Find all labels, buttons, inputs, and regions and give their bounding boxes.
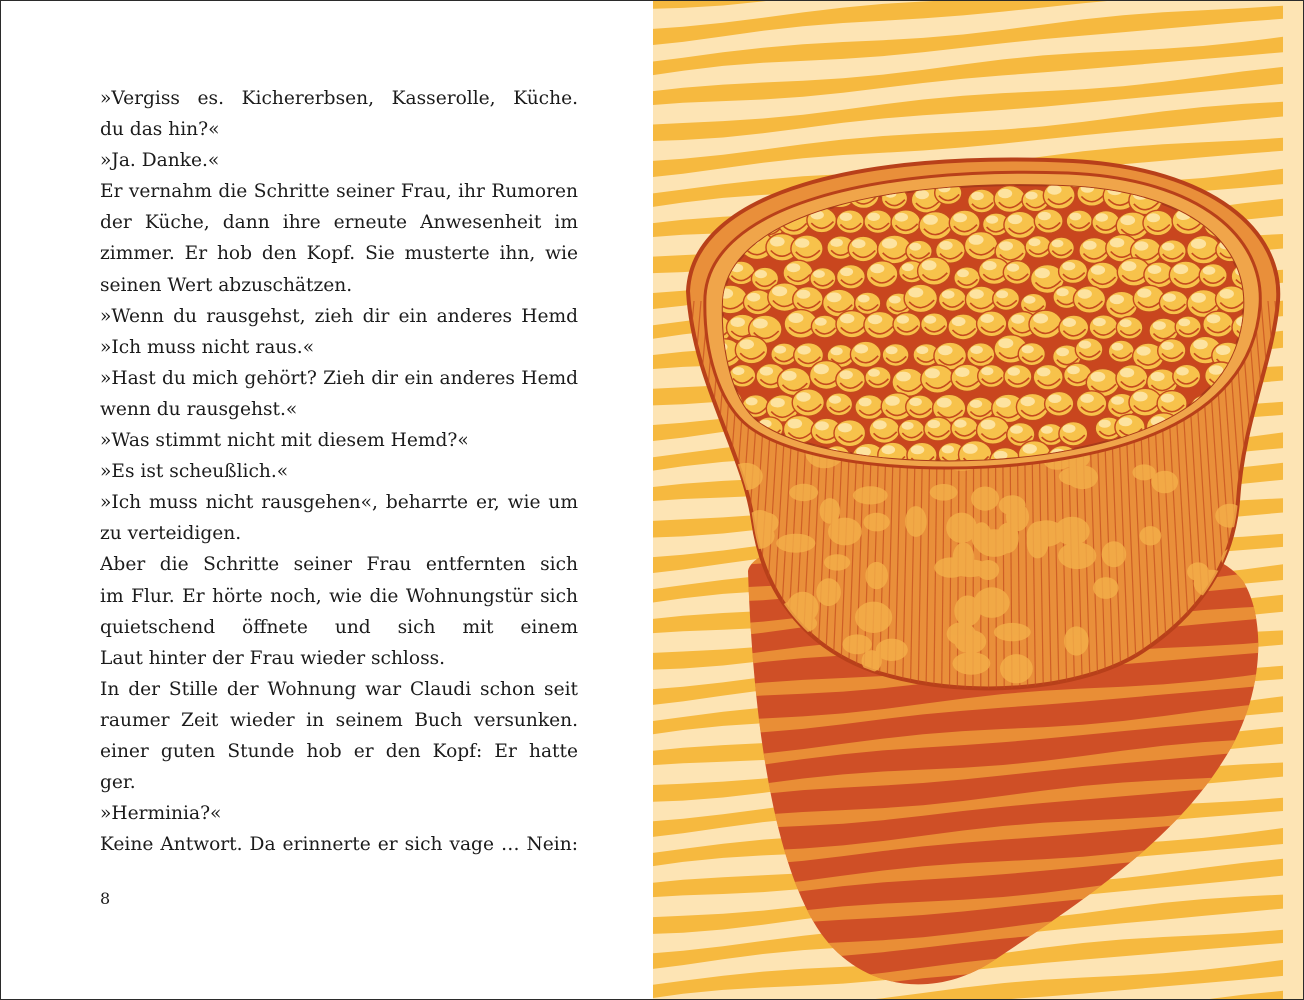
text-line: zu verteidigen. bbox=[100, 523, 242, 545]
text-line: ger. bbox=[100, 772, 136, 794]
text-line: »Herminia?« bbox=[100, 803, 222, 825]
text-line: »Hast du mich gehört? Zieh dir ein anderes Hemd bbox=[100, 367, 578, 389]
page-number: 8 bbox=[100, 889, 111, 908]
text-line: wenn du rausgehst.« bbox=[100, 398, 298, 420]
text-line: Aber die Schritte seiner Frau entfernten sich bbox=[100, 554, 578, 576]
text-line: »Es ist scheußlich.« bbox=[100, 461, 289, 483]
text-line: der Küche, dann ihre erneute Anwesenheit im bbox=[100, 212, 578, 234]
text-line: quietschend öffnete und sich mit einem bbox=[100, 616, 578, 638]
text-line: »Was stimmt nicht mit diesem Hemd?« bbox=[100, 430, 469, 452]
text-line: raumer Zeit wieder in seinem Buch versunken. bbox=[100, 709, 578, 731]
text-line: In der Stille der Wohnung war Claudi schon seit bbox=[100, 678, 578, 700]
left-page bbox=[1, 1, 653, 1000]
text-line: im Flur. Er hörte noch, wie die Wohnungstür sich bbox=[100, 585, 578, 607]
text-line: »Ich muss nicht rausgehen«, beharrte er, wie um bbox=[100, 492, 578, 514]
right-page bbox=[653, 1, 1304, 1000]
text-line: »Vergiss es. Kichererbsen, Kasserolle, Küche. bbox=[100, 88, 578, 109]
chickpea-bowl-illustration bbox=[653, 1, 1304, 1000]
text-line: »Ja. Danke.« bbox=[100, 150, 220, 172]
body-text bbox=[100, 83, 578, 860]
text-line: Laut hinter der Frau wieder schloss. bbox=[100, 647, 446, 669]
text-line: Er vernahm die Schritte seiner Frau, ihr Rumoren bbox=[100, 181, 578, 203]
text-line: einer guten Stunde hob er den Kopf: Er hatte bbox=[100, 740, 578, 762]
text-line: du das hin?« bbox=[100, 119, 220, 141]
text-line: »Wenn du rausgehst, zieh dir ein anderes Hemd bbox=[100, 305, 578, 327]
text-line: »Ich muss nicht raus.« bbox=[100, 336, 315, 358]
text-line: zimmer. Er hob den Kopf. Sie musterte ihn, wie bbox=[100, 243, 578, 265]
text-line: Keine Antwort. Da erinnerte er sich vage … Nein: bbox=[100, 834, 578, 856]
text-line: seinen Wert abzuschätzen. bbox=[100, 274, 353, 296]
